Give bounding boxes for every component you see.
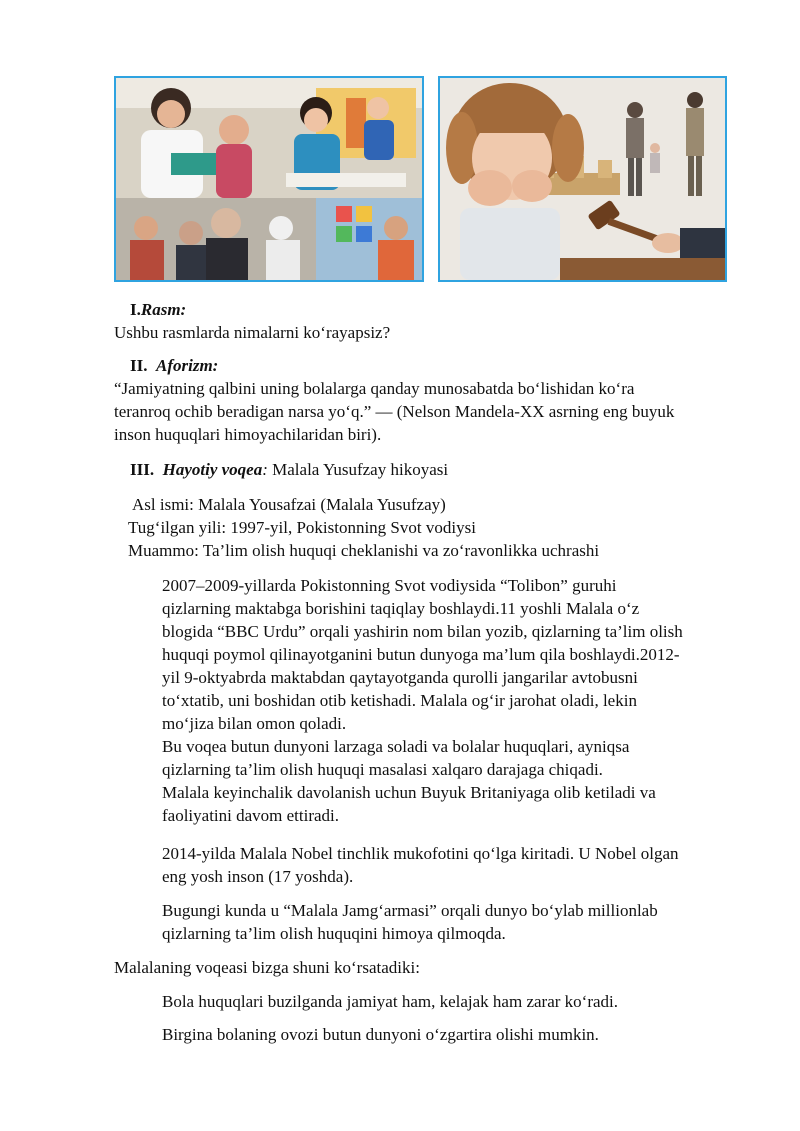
story-line: blogida “BBC Urdu” orqali yashirin nom bilan yozib, qizlarning ta’lim olish xyxy=(162,622,683,641)
story-line: huquqi poymol qilinayotganini butun dunyoga ma’lum qila boshlaydi.2012- xyxy=(162,645,680,664)
nobel-line: 2014-yilda Malala Nobel tinchlik mukofotini qo‘lga kiritadi. U Nobel olgan xyxy=(162,844,679,863)
section-3-heading xyxy=(130,458,448,481)
fund-line: Bugungi kunda u “Malala Jamg‘armasi” orqali dunyo bo‘ylab millionlab xyxy=(162,901,658,920)
section-1-number: I. xyxy=(130,300,141,319)
section-3-title: Hayotiy voqea xyxy=(162,460,263,479)
story-line: to‘xtatib, uni boshidan otib ketishadi. Malala og‘ir jarohat oladi, lekin xyxy=(162,691,637,710)
story-line: 2007–2009-yillarda Pokistonning Svot vodiysida “Tolibon” guruhi xyxy=(162,576,617,595)
child-protection-photo xyxy=(438,76,727,282)
section-1-question: Ushbu rasmlarda nimalarni ko‘rayapsiz? xyxy=(114,323,391,342)
section-3-colon: : xyxy=(262,460,268,479)
section-3-number: III. xyxy=(130,460,155,479)
aforizm-quote xyxy=(114,377,674,446)
collage-illustration xyxy=(116,78,422,280)
conclusion-point: Bola huquqlari buzilganda jamiyat ham, kelajak ham zarar ko‘radi. xyxy=(162,992,618,1011)
quote-line: inson huquqlari himoyachilaridan biri). xyxy=(114,425,382,444)
story-line: mo‘jiza bilan omon qoladi. xyxy=(162,714,347,733)
fund-paragraph xyxy=(162,899,658,945)
gavel-illustration xyxy=(440,78,725,280)
quote-line: teranroq ochib beradigan narsa yo‘q.” — (Nelson Mandela-XX asrning eng buyuk xyxy=(114,402,675,421)
quote-line: “Jamiyatning qalbini uning bolalarga qanday munosabatda bo‘lishidan ko‘ra xyxy=(114,379,635,398)
fact-name: Asl ismi: Malala Yousafzai (Malala Yusufzay) xyxy=(132,495,446,514)
story-line: Bu voqea butun dunyoni larzaga soladi va bolalar huquqlari, ayniqsa xyxy=(162,737,630,756)
story-paragraph xyxy=(162,574,683,827)
section-3-subtitle: Malala Yusufzay hikoyasi xyxy=(267,460,449,479)
nobel-paragraph xyxy=(162,842,679,888)
conclusion-intro: Malalaning voqeasi bizga shuni ko‘rsatadiki: xyxy=(114,958,420,977)
story-line: qizlarning ta’lim olish huquqi masalasi xalqaro darajaga chiqadi. xyxy=(162,760,603,779)
section-2-number: II. xyxy=(130,356,148,375)
nobel-line: eng yosh inson (17 yoshda). xyxy=(162,867,354,886)
story-line: qizlarning maktabga borishini taqiqlay boshlaydi.11 yoshli Malala o‘z xyxy=(162,599,640,618)
children-rights-collage-photo xyxy=(114,76,424,282)
section-2-heading xyxy=(130,354,218,377)
fact-problem: Muammo: Ta’lim olish huquqi cheklanishi va zo‘ravonlikka uchrashi xyxy=(128,541,600,560)
conclusion-point: Birgina bolaning ovozi butun dunyoni o‘zgartira olishi mumkin. xyxy=(162,1025,599,1044)
story-line: faoliyatini davom ettiradi. xyxy=(162,806,340,825)
story-line: yil 9-oktyabrda maktabdan qaytayotganda qurolli jangarilar avtobusni xyxy=(162,668,638,687)
story-line: Malala keyinchalik davolanish uchun Buyuk Britaniyaga olib ketiladi va xyxy=(162,783,656,802)
section-2-title: Aforizm: xyxy=(155,356,219,375)
section-1-title: Rasm: xyxy=(140,300,187,319)
fund-line: qizlarning ta’lim olish huquqini himoya qilmoqda. xyxy=(162,924,506,943)
fact-birth: Tug‘ilgan yili: 1997-yil, Pokistonning Svot vodiysi xyxy=(128,518,476,537)
section-1-heading xyxy=(130,298,186,321)
